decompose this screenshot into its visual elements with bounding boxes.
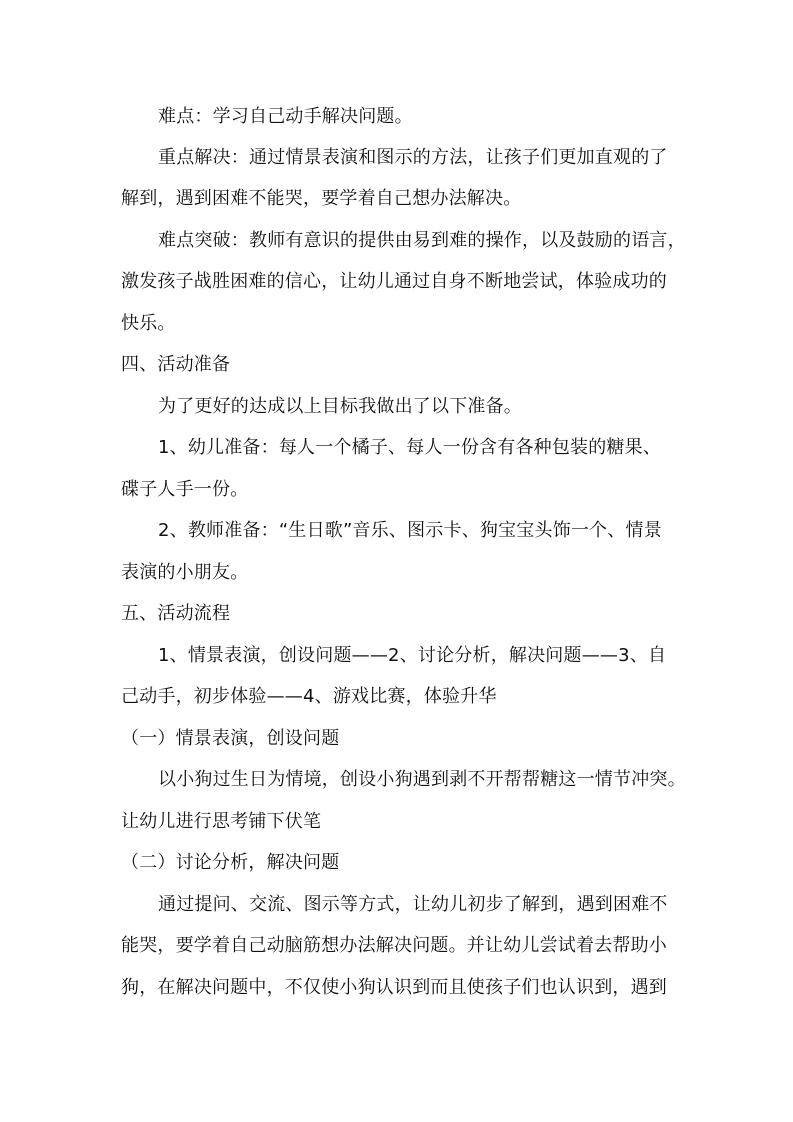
text-line: 为了更好的达成以上目标我做出了以下准备。 xyxy=(158,396,522,417)
text-line: 碟子人手一份。 xyxy=(121,479,249,500)
list-item-child-preparation: 1、幼儿准备：每人一个橘子、每人一份含有各种包装的糖果、 xyxy=(158,437,662,458)
text-line-key-solution: 重点解决：通过情景表演和图示的方法，让孩子们更加直观的了 xyxy=(158,147,668,168)
text-line: 狗，在解决问题中，不仅使小狗认识到而且使孩子们也认识到，遇到 xyxy=(121,977,667,998)
subsection-heading-discussion: （二）讨论分析，解决问题 xyxy=(121,852,340,873)
text-line: 激发孩子战胜困难的信心，让幼儿通过自身不断地尝试，体验成功的 xyxy=(121,271,667,292)
text-line: 以小狗过生日为情境，创设小狗遇到剥不开帮帮糖这一情节冲突。 xyxy=(158,769,686,790)
text-line-difficulty-breakthrough: 难点突破：教师有意识的提供由易到难的操作，以及鼓励的语言， xyxy=(158,230,686,251)
text-line-process-overview: 1、情景表演，创设问题——2、讨论分析，解决问题——3、自 xyxy=(158,645,667,666)
section-heading-preparation: 四、活动准备 xyxy=(121,354,231,375)
text-line: 解到，遇到困难不能哭，要学着自己想办法解决。 xyxy=(121,188,522,209)
subsection-heading-scene: （一）情景表演，创设问题 xyxy=(121,728,340,749)
list-item-teacher-preparation: 2、教师准备：“生日歌”音乐、图示卡、狗宝宝头饰一个、情景 xyxy=(158,520,662,541)
text-line: 己动手，初步体验——4、游戏比赛，体验升华 xyxy=(121,686,497,707)
text-line: 让幼儿进行思考铺下伏笔 xyxy=(121,811,322,832)
text-line: 能哭，要学着自己动脑筋想办法解决问题。并让幼儿尝试着去帮助小 xyxy=(121,935,667,956)
text-line-difficulty: 难点：学习自己动手解决问题。 xyxy=(158,106,413,127)
text-line: 快乐。 xyxy=(121,313,176,334)
text-line: 通过提问、交流、图示等方式，让幼儿初步了解到，遇到困难不 xyxy=(158,894,668,915)
text-line: 表演的小朋友。 xyxy=(121,562,249,583)
section-heading-process: 五、活动流程 xyxy=(121,603,231,624)
